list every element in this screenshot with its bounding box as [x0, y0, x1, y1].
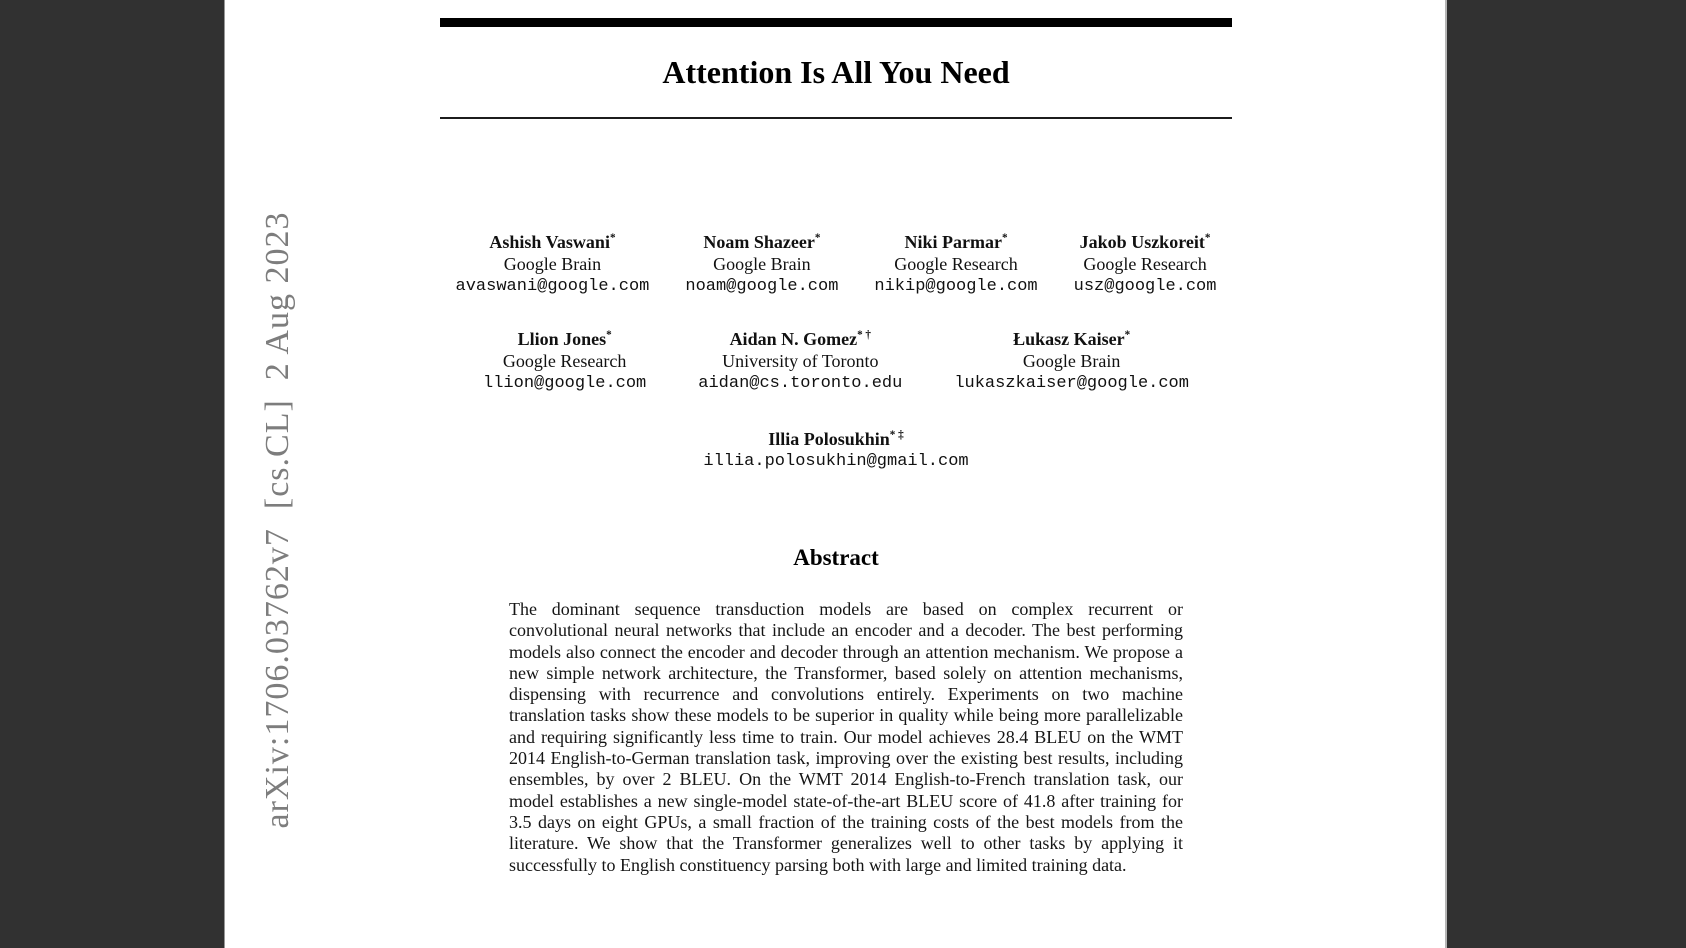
author-email: aidan@cs.toronto.edu — [698, 374, 903, 393]
author-affiliation: Google Research — [894, 254, 1018, 274]
author-affiliation: Google Brain — [1022, 351, 1121, 371]
author-affiliation: Google Brain — [503, 254, 602, 274]
arxiv-watermark: arXiv:1706.03762v7 [cs.CL] 2 Aug 2023 — [259, 211, 296, 829]
abstract-text: The dominant sequence transduction models are based on complex recurrent or convolutional neural networks that include an encoder and a decoder. The best performing models also connect the encoder and decoder through an attention mechanism. We propose a new simple network architecture, the Transformer, based solely on attention mechanisms, dispensing with recurrence and convolutions entirely. Experiments on two machine translation tasks show these models to be superior in quality while being more parallelizable and requiring significantly less time to train. Our model achieves 28.4 BLEU on the WMT 2014 English-to-German translation task, improving over the existing best results, including ensembles, by over 2 BLEU. On the WMT 2014 English-to-French translation task, our model establishes a new single-model state-of-the-art BLEU score of 41.8 after training for 3.5 days on eight GPUs, a small fraction of the training costs of the best models from the literature. We show that the Transformer generalizes well to other tasks by applying it successfully to English constituency parsing both with large and limited training data. — [509, 599, 1183, 875]
paper-content — [440, 0, 1232, 948]
author-name-text: Ashish Vaswani — [489, 232, 610, 252]
author-card — [483, 328, 646, 395]
author-row-2 — [440, 328, 1232, 395]
author-card — [874, 231, 1037, 298]
author-email: noam@google.com — [685, 277, 839, 296]
author-card — [456, 231, 650, 298]
author-name-text: Llion Jones — [517, 329, 607, 349]
author-email: lukaszkaiser@google.com — [954, 374, 1189, 393]
author-email: avaswani@google.com — [455, 277, 650, 296]
author-email: usz@google.com — [1073, 277, 1217, 296]
author-marks: * — [1124, 329, 1131, 341]
author-name — [954, 328, 1189, 350]
author-marks: * ‡ — [889, 429, 904, 441]
author-card — [685, 231, 838, 298]
paper-page — [224, 0, 1447, 948]
author-card — [954, 328, 1189, 395]
author-affiliation: University of Toronto — [722, 351, 879, 371]
author-affiliation: Google Research — [502, 351, 627, 371]
author-name — [685, 231, 838, 253]
author-name — [1074, 231, 1217, 253]
author-name-text: Illia Polosukhin — [768, 429, 890, 449]
author-row-3 — [440, 428, 1232, 473]
author-name-text: Noam Shazeer — [703, 232, 815, 252]
author-name-text: Łukasz Kaiser — [1013, 329, 1125, 349]
author-marks: * — [606, 329, 612, 341]
author-row-1 — [440, 231, 1232, 298]
author-name-text: Niki Parmar — [904, 232, 1002, 252]
author-name — [703, 428, 968, 450]
author-affiliation: Google Brain — [713, 254, 811, 274]
author-card — [703, 428, 968, 473]
author-name-text: Jakob Uszkoreit — [1079, 232, 1205, 252]
author-marks: * † — [857, 329, 872, 341]
author-name-text: Aidan N. Gomez — [729, 329, 858, 349]
title-rule-top — [440, 18, 1232, 27]
author-email: nikip@google.com — [874, 277, 1038, 296]
author-name — [874, 231, 1037, 253]
abstract-heading: Abstract — [793, 545, 879, 570]
paper-title: Attention Is All You Need — [662, 54, 1010, 90]
author-name — [698, 328, 902, 350]
author-name — [483, 328, 646, 350]
author-marks: * — [1001, 232, 1008, 244]
title-rule-bottom — [440, 117, 1232, 119]
author-email: llion@google.com — [483, 374, 647, 393]
author-card — [698, 328, 902, 395]
author-affiliation: Google Research — [1083, 254, 1207, 274]
author-marks: * — [609, 232, 616, 244]
author-card — [1074, 231, 1217, 298]
author-marks: * — [1204, 232, 1211, 244]
author-name — [456, 231, 650, 253]
author-email: illia.polosukhin@gmail.com — [703, 452, 969, 471]
author-marks: * — [814, 232, 821, 244]
